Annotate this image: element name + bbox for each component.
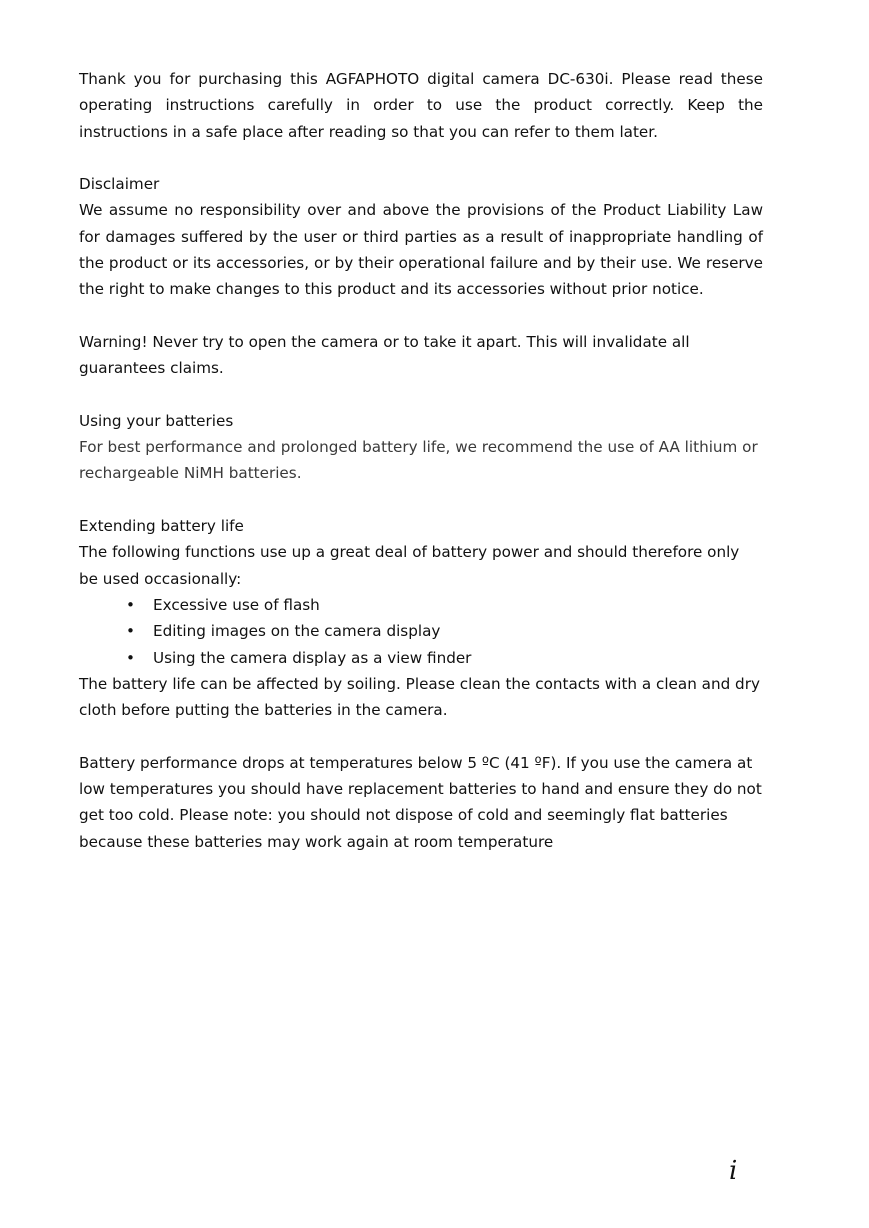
spacer (79, 723, 763, 749)
list-item (79, 592, 763, 618)
spacer (79, 487, 763, 513)
extending-heading: Extending battery life (79, 517, 244, 536)
list-item (79, 618, 763, 644)
list-item (79, 645, 763, 671)
battery-usage-list (79, 592, 763, 671)
extending-outro: The battery life can be affected by soiling. Please clean the contacts with a clean and dry cloth before putting the batteries in the camera. (79, 674, 760, 720)
batteries-heading: Using your batteries (79, 411, 234, 430)
page-number: i (729, 1156, 738, 1186)
extending-intro: The following functions use up a great deal of battery power and should therefore only be used occasionally: (79, 543, 740, 588)
intro-paragraph: Thank you for purchasing this AGFAPHOTO digital camera DC-630i. Please read these operating instructions carefully in order to use the product correctly. Keep the instructions in a safe place after reading so that you can refer to them later. (79, 70, 763, 141)
bullet-icon: • (126, 648, 135, 667)
bullet-icon: • (126, 595, 135, 614)
list-item-text: Editing images on the camera display (153, 622, 441, 641)
temperature-paragraph: Battery performance drops at temperatures below 5 ºC (41 ºF). If you use the camera at low temperatures you should have replacement batteries to hand and ensure they do not get too cold. Please note: you should not dispose of cold and seemingly flat batteries because these batteries may work again at room temperature (79, 753, 762, 851)
bullet-icon: • (126, 622, 135, 641)
disclaimer-heading: Disclaimer (79, 175, 160, 194)
warning-paragraph (79, 329, 763, 382)
batteries-paragraph: For best performance and prolonged battery life, we recommend the use of AA lithium or rechargeable NiMH batteries. (79, 438, 758, 483)
document-body (79, 66, 763, 855)
list-item-text: Excessive use of flash (153, 595, 320, 614)
spacer (79, 303, 763, 329)
spacer (79, 382, 763, 408)
warning-text: ! Never try to open the camera or to take it apart. This will invalidate all guarantees claims. (79, 332, 690, 378)
disclaimer-paragraph: We assume no responsibility over and above the provisions of the Product Liability Law for damages suffered by the user or third parties as a result of inappropriate handling of the product or its accessories, or by their operational failure and by their use. We reserve the right to make changes to this product and its accessories without prior notice. (79, 201, 763, 299)
warning-label: Warning (79, 332, 142, 351)
spacer (79, 145, 763, 171)
list-item-text: Using the camera display as a view finder (153, 648, 472, 667)
